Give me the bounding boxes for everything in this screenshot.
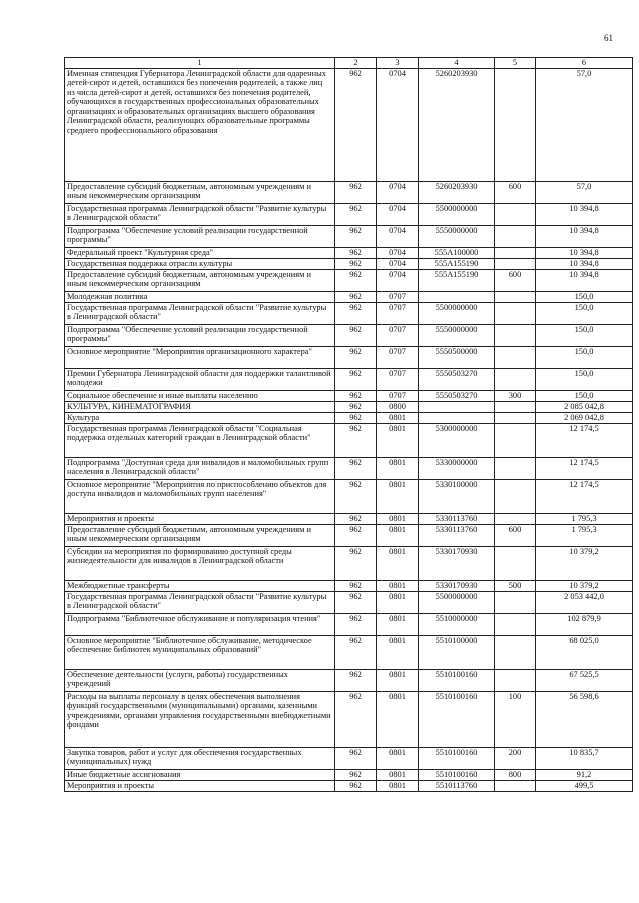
- expense-type-code: [495, 591, 536, 613]
- table-row: [65, 479, 633, 513]
- ministry-code: 962: [335, 401, 377, 412]
- section-code: 0801: [377, 613, 419, 635]
- expense-type-code: [495, 479, 536, 513]
- section-code: 0801: [377, 412, 419, 423]
- table-row: [65, 580, 633, 591]
- table-row: [65, 324, 633, 346]
- amount: 2 069 042,8: [536, 412, 633, 423]
- amount: 12 174,5: [536, 479, 633, 513]
- target-code: 5550503270: [419, 368, 495, 390]
- section-code: 0801: [377, 691, 419, 747]
- column-header: 2: [335, 58, 377, 69]
- ministry-code: 962: [335, 390, 377, 401]
- ministry-code: 962: [335, 546, 377, 580]
- page-number: 61: [604, 33, 613, 43]
- row-name: Основное мероприятие "Мероприятия по приспособлению объектов для доступа инвалидов и маломобильных групп населения": [65, 479, 335, 513]
- expense-type-code: [495, 203, 536, 225]
- table-row: [65, 225, 633, 247]
- table-row: [65, 302, 633, 324]
- section-code: 0801: [377, 669, 419, 691]
- target-code: 5550500000: [419, 346, 495, 368]
- target-code: 5510113760: [419, 780, 495, 791]
- table-row: [65, 258, 633, 269]
- target-code: 5260203930: [419, 181, 495, 203]
- section-code: 0707: [377, 291, 419, 302]
- amount: 10 379,2: [536, 546, 633, 580]
- section-code: 0800: [377, 401, 419, 412]
- section-code: 0801: [377, 635, 419, 669]
- amount: 150,0: [536, 346, 633, 368]
- expense-type-code: [495, 324, 536, 346]
- section-code: 0704: [377, 269, 419, 291]
- target-code: 5510100160: [419, 691, 495, 747]
- amount: 1 795,3: [536, 524, 633, 546]
- target-code: 555A155190: [419, 269, 495, 291]
- section-code: 0801: [377, 457, 419, 479]
- row-name: Подпрограмма "Обеспечение условий реализации государственной программы": [65, 324, 335, 346]
- row-name: Социальное обеспечение и иные выплаты населению: [65, 390, 335, 401]
- table-row: [65, 546, 633, 580]
- amount: 10 835,7: [536, 747, 633, 769]
- section-code: 0801: [377, 580, 419, 591]
- table-row: [65, 513, 633, 524]
- expense-type-code: [495, 401, 536, 412]
- ministry-code: 962: [335, 635, 377, 669]
- section-code: 0707: [377, 302, 419, 324]
- table-row: [65, 669, 633, 691]
- row-name: Подпрограмма "Обеспечение условий реализации государственной программы": [65, 225, 335, 247]
- section-code: 0704: [377, 181, 419, 203]
- table-row: [65, 747, 633, 769]
- table-row: [65, 346, 633, 368]
- expense-type-code: 800: [495, 769, 536, 780]
- amount: 10 394,8: [536, 247, 633, 258]
- column-header: 6: [536, 58, 633, 69]
- target-code: 555A155190: [419, 258, 495, 269]
- target-code: 5330113760: [419, 513, 495, 524]
- row-name: Молодежная политика: [65, 291, 335, 302]
- ministry-code: 962: [335, 247, 377, 258]
- expense-type-code: 300: [495, 390, 536, 401]
- section-code: 0801: [377, 591, 419, 613]
- row-name: Мероприятия и проекты: [65, 513, 335, 524]
- row-name: Подпрограмма "Библиотечное обслуживание и популяризация чтения": [65, 613, 335, 635]
- expense-type-code: [495, 412, 536, 423]
- target-code: 5550000000: [419, 225, 495, 247]
- amount: 2 085 042,8: [536, 401, 633, 412]
- table-row: [65, 401, 633, 412]
- section-code: 0707: [377, 346, 419, 368]
- table-row: [65, 412, 633, 423]
- amount: 499,5: [536, 780, 633, 791]
- expense-type-code: [495, 225, 536, 247]
- section-code: 0801: [377, 479, 419, 513]
- row-name: Государственная программа Ленинградской области "Социальная поддержка отдельных категорий граждан в Ленинградской области": [65, 423, 335, 457]
- row-name: Федеральный проект "Культурная среда": [65, 247, 335, 258]
- table-row: [65, 591, 633, 613]
- amount: 68 025,0: [536, 635, 633, 669]
- ministry-code: 962: [335, 691, 377, 747]
- row-name: Премии Губернатора Ленинградской области для поддержки талантливой молодежи: [65, 368, 335, 390]
- target-code: 5330113760: [419, 524, 495, 546]
- target-code: [419, 412, 495, 423]
- row-name: Обеспечение деятельности (услуги, работы) государственных учреждений: [65, 669, 335, 691]
- row-name: Именная стипендия Губернатора Ленинградской области для одаренных детей-сирот и детей, оставшихся без попечения родителей, а также лиц из числа детей-сирот и детей, оставшихся без попечения родителей, обучающихся в государственных профессиональных образовательных организациях и образовательных организациях высшего образования Ленинградской области, реализующих образовательные программы среднего профессионального образования: [65, 68, 335, 181]
- amount: 91,2: [536, 769, 633, 780]
- ministry-code: 962: [335, 346, 377, 368]
- ministry-code: 962: [335, 302, 377, 324]
- amount: 150,0: [536, 302, 633, 324]
- amount: 150,0: [536, 368, 633, 390]
- amount: 150,0: [536, 324, 633, 346]
- amount: 67 525,5: [536, 669, 633, 691]
- amount: 12 174,5: [536, 423, 633, 457]
- table-row: [65, 68, 633, 181]
- table-row: [65, 181, 633, 203]
- row-name: Межбюджетные трансферты: [65, 580, 335, 591]
- section-code: 0707: [377, 368, 419, 390]
- target-code: 5510100160: [419, 669, 495, 691]
- expense-type-code: [495, 68, 536, 181]
- section-code: 0704: [377, 225, 419, 247]
- table-row: [65, 423, 633, 457]
- amount: 10 394,8: [536, 269, 633, 291]
- section-code: 0707: [377, 324, 419, 346]
- row-name: Предоставление субсидий бюджетным, автономным учреждениям и иным некоммерческим организациям: [65, 524, 335, 546]
- ministry-code: 962: [335, 203, 377, 225]
- table-row: [65, 390, 633, 401]
- row-name: Государственная поддержка отрасли культуры: [65, 258, 335, 269]
- target-code: 5500000000: [419, 203, 495, 225]
- row-name: Подпрограмма "Доступная среда для инвалидов и маломобильных групп населения в Ленинградской области": [65, 457, 335, 479]
- target-code: 5510000000: [419, 613, 495, 635]
- target-code: 5510100000: [419, 635, 495, 669]
- section-code: 0801: [377, 423, 419, 457]
- row-name: Государственная программа Ленинградской области "Развитие культуры в Ленинградской области": [65, 591, 335, 613]
- row-name: Иные бюджетные ассигнования: [65, 769, 335, 780]
- ministry-code: 962: [335, 258, 377, 269]
- ministry-code: 962: [335, 580, 377, 591]
- ministry-code: 962: [335, 412, 377, 423]
- ministry-code: 962: [335, 457, 377, 479]
- target-code: [419, 291, 495, 302]
- ministry-code: 962: [335, 291, 377, 302]
- ministry-code: 962: [335, 225, 377, 247]
- row-name: Государственная программа Ленинградской области "Развитие культуры в Ленинградской области": [65, 302, 335, 324]
- ministry-code: 962: [335, 368, 377, 390]
- target-code: 5260203930: [419, 68, 495, 181]
- ministry-code: 962: [335, 479, 377, 513]
- amount: 2 053 442,0: [536, 591, 633, 613]
- expense-type-code: [495, 423, 536, 457]
- amount: 10 394,8: [536, 225, 633, 247]
- amount: 1 795,3: [536, 513, 633, 524]
- section-code: 0704: [377, 247, 419, 258]
- table-row: [65, 613, 633, 635]
- expense-type-code: [495, 247, 536, 258]
- expense-type-code: [495, 368, 536, 390]
- target-code: 5550503270: [419, 390, 495, 401]
- ministry-code: 962: [335, 181, 377, 203]
- target-code: [419, 401, 495, 412]
- section-code: 0801: [377, 780, 419, 791]
- table-row: [65, 769, 633, 780]
- row-name: Мероприятия и проекты: [65, 780, 335, 791]
- row-name: Культура: [65, 412, 335, 423]
- row-name: Основное мероприятие "Библиотечное обслуживание, методическое обеспечение библиотек муниципальных образований": [65, 635, 335, 669]
- ministry-code: 962: [335, 780, 377, 791]
- amount: 57,0: [536, 68, 633, 181]
- row-name: Предоставление субсидий бюджетным, автономным учреждениям и иным некоммерческим организациям: [65, 181, 335, 203]
- column-header: 1: [65, 58, 335, 69]
- target-code: 5510100160: [419, 747, 495, 769]
- expense-type-code: [495, 780, 536, 791]
- expense-type-code: [495, 613, 536, 635]
- table-row: [65, 457, 633, 479]
- ministry-code: 962: [335, 747, 377, 769]
- table-row: [65, 691, 633, 747]
- ministry-code: 962: [335, 613, 377, 635]
- target-code: 5500000000: [419, 302, 495, 324]
- ministry-code: 962: [335, 269, 377, 291]
- expense-type-code: 100: [495, 691, 536, 747]
- ministry-code: 962: [335, 769, 377, 780]
- expense-type-code: [495, 635, 536, 669]
- table-row: [65, 780, 633, 791]
- row-name: Основное мероприятие "Мероприятия организационного характера": [65, 346, 335, 368]
- section-code: 0704: [377, 258, 419, 269]
- amount: 57,0: [536, 181, 633, 203]
- section-code: 0801: [377, 524, 419, 546]
- amount: 10 394,8: [536, 203, 633, 225]
- expense-type-code: 200: [495, 747, 536, 769]
- table-row: [65, 368, 633, 390]
- target-code: 5330170930: [419, 580, 495, 591]
- target-code: 5330100000: [419, 479, 495, 513]
- section-code: 0704: [377, 68, 419, 181]
- table-row: [65, 203, 633, 225]
- table-header-row: [65, 58, 633, 69]
- expense-type-code: [495, 346, 536, 368]
- ministry-code: 962: [335, 524, 377, 546]
- target-code: 555A100000: [419, 247, 495, 258]
- table-row: [65, 269, 633, 291]
- row-name: Расходы на выплаты персоналу в целях обеспечения выполнения функций государственными (муниципальными) органами, казенными учреждениями, органами управления государственными внебюджетными фондами: [65, 691, 335, 747]
- section-code: 0801: [377, 769, 419, 780]
- amount: 150,0: [536, 291, 633, 302]
- budget-table: [64, 57, 633, 792]
- section-code: 0801: [377, 546, 419, 580]
- ministry-code: 962: [335, 591, 377, 613]
- amount: 10 379,2: [536, 580, 633, 591]
- table-row: [65, 291, 633, 302]
- ministry-code: 962: [335, 513, 377, 524]
- amount: 10 394,8: [536, 258, 633, 269]
- column-header: 3: [377, 58, 419, 69]
- ministry-code: 962: [335, 669, 377, 691]
- expense-type-code: [495, 302, 536, 324]
- target-code: 5330000000: [419, 457, 495, 479]
- section-code: 0704: [377, 203, 419, 225]
- table-row: [65, 524, 633, 546]
- expense-type-code: [495, 457, 536, 479]
- row-name: Государственная программа Ленинградской области "Развитие культуры в Ленинградской области": [65, 203, 335, 225]
- ministry-code: 962: [335, 68, 377, 181]
- row-name: Предоставление субсидий бюджетным, автономным учреждениям и иным некоммерческим организациям: [65, 269, 335, 291]
- expense-type-code: [495, 546, 536, 580]
- expense-type-code: [495, 258, 536, 269]
- table-row: [65, 635, 633, 669]
- expense-type-code: [495, 513, 536, 524]
- target-code: 5500000000: [419, 591, 495, 613]
- target-code: 5330170930: [419, 546, 495, 580]
- amount: 56 598,6: [536, 691, 633, 747]
- expense-type-code: 600: [495, 181, 536, 203]
- section-code: 0707: [377, 390, 419, 401]
- amount: 12 174,5: [536, 457, 633, 479]
- target-code: 5510100160: [419, 769, 495, 780]
- amount: 150,0: [536, 390, 633, 401]
- section-code: 0801: [377, 747, 419, 769]
- column-header: 4: [419, 58, 495, 69]
- row-name: Субсидии на мероприятия по формированию доступной среды жизнедеятельности для инвалидов в Ленинградской области: [65, 546, 335, 580]
- ministry-code: 962: [335, 423, 377, 457]
- table-row: [65, 247, 633, 258]
- expense-type-code: 500: [495, 580, 536, 591]
- column-header: 5: [495, 58, 536, 69]
- expense-type-code: [495, 291, 536, 302]
- target-code: 5300000000: [419, 423, 495, 457]
- section-code: 0801: [377, 513, 419, 524]
- amount: 102 879,9: [536, 613, 633, 635]
- expense-type-code: 600: [495, 269, 536, 291]
- row-name: КУЛЬТУРА, КИНЕМАТОГРАФИЯ: [65, 401, 335, 412]
- target-code: 5550000000: [419, 324, 495, 346]
- expense-type-code: [495, 669, 536, 691]
- row-name: Закупка товаров, работ и услуг для обеспечения государственных (муниципальных) нужд: [65, 747, 335, 769]
- ministry-code: 962: [335, 324, 377, 346]
- expense-type-code: 600: [495, 524, 536, 546]
